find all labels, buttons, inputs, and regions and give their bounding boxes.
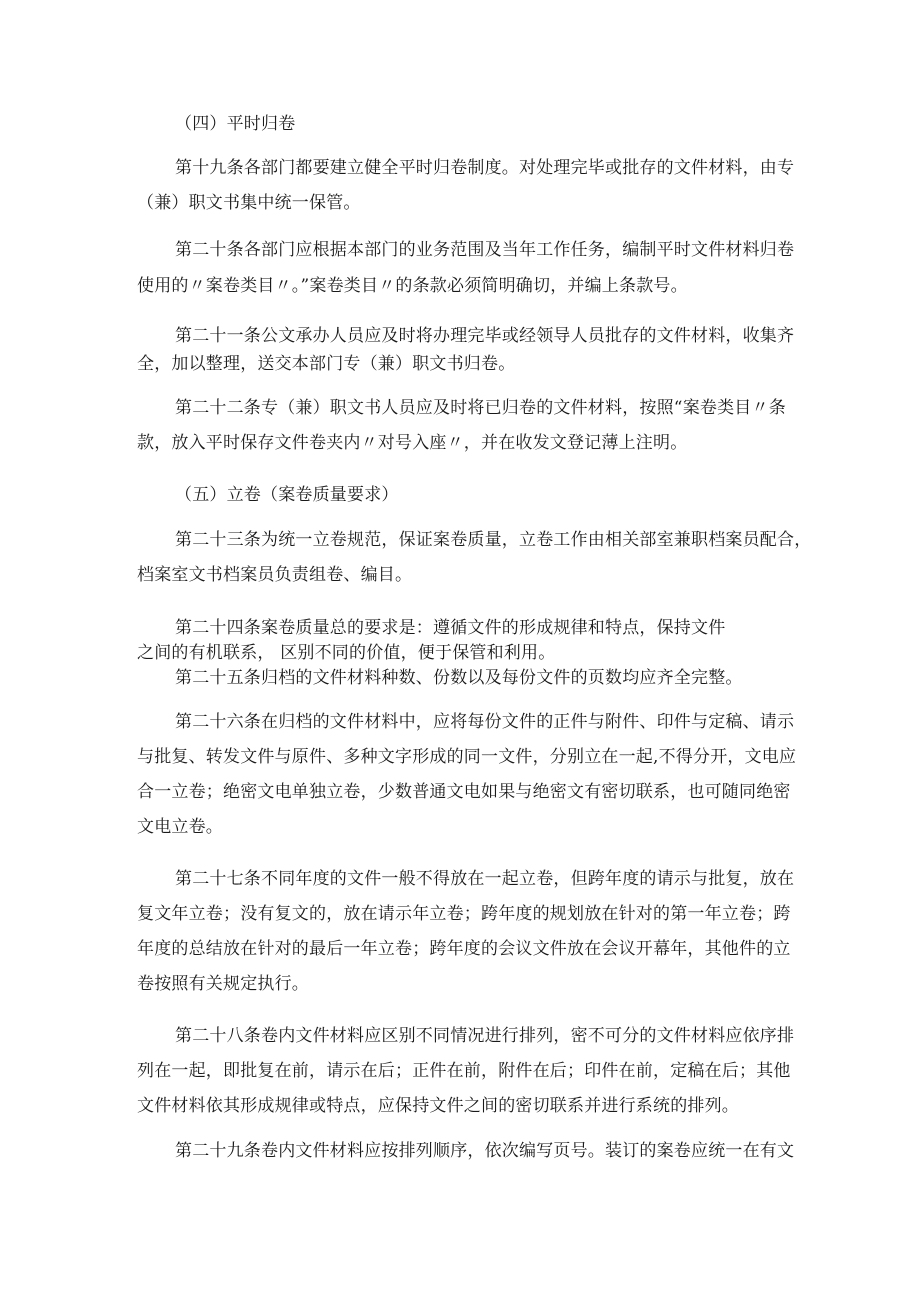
article-27-line-2: 复文年立卷；没有复文的，放在请示年立卷；跨年度的规划放在针对的第一年立卷；跨 <box>137 904 791 924</box>
article-26-line-4: 文电立卷。 <box>137 817 223 837</box>
article-27-line-4: 卷按照有关规定执行。 <box>137 974 309 994</box>
article-20-line-2: 使用的〃案卷类目〃。”案卷类目〃的条款必须简明确切，并编上条款号。 <box>137 276 688 296</box>
article-27-line-1: 第二十七条不同年度的文件一般不得放在一起立卷，但跨年度的请示与批复，放在 <box>175 869 795 889</box>
article-28-line-3: 文件材料依其形成规律或特点，应保持文件之间的密切联系并进行系统的排列。 <box>137 1096 739 1116</box>
article-25-line-1: 第二十五条归档的文件材料种数、份数以及每份文件的页数均应齐全完整。 <box>175 668 743 688</box>
article-23-line-2: 档案室文书档案员负责组卷、编目。 <box>137 565 413 585</box>
article-26-line-1: 第二十六条在归档的文件材料中，应将每份文件的正件与附件、印件与定稿、请示 <box>175 712 795 732</box>
article-24-line-1: 第二十四条案卷质量总的要求是：遵循文件的形成规律和特点，保持文件 <box>175 618 726 638</box>
article-28-line-2: 列在一起，即批复在前，请示在后；正件在前，附件在后；印件在前，定稿在后；其他 <box>137 1061 791 1081</box>
article-22-line-1: 第二十二条专（兼）职文书人员应及时将已归卷的文件材料，按照“案卷类目〃条 <box>175 398 786 418</box>
article-23-line-1: 第二十三条为统一立卷规范，保证案卷质量，立卷工作由相关部室兼职档案员配合， <box>175 530 812 550</box>
article-21-line-1: 第二十一条公文承办人员应及时将办理完毕或经领导人员批存的文件材料，收集齐 <box>175 326 795 346</box>
article-27-line-3: 年度的总结放在针对的最后一年立卷；跨年度的会议文件放在会议开幕年，其他件的立 <box>137 939 791 959</box>
article-29-line-1: 第二十九条卷内文件材料应按排列顺序，依次编写页号。装订的案卷应统一在有文 <box>175 1141 795 1161</box>
article-24-line-2: 之间的有机联系， 区别不同的价值，便于保管和利用。 <box>137 643 556 663</box>
section-heading-5: （五）立卷（案卷质量要求） <box>175 485 399 505</box>
article-28-line-1: 第二十八条卷内文件材料应区别不同情况进行排列，密不可分的文件材料应依序排 <box>175 1026 795 1046</box>
article-26-line-3: 合一立卷；绝密文电单独立卷，少数普通文电如果与绝密文有密切联系，也可随同绝密 <box>137 782 791 802</box>
article-26-line-2: 与批复、转发文件与原件、多种文字形成的同一文件，分别立在一起,不得分开，文电应 <box>137 747 797 767</box>
article-21-line-2: 全，加以整理，送交本部门专（兼）职文书归卷。 <box>137 354 516 374</box>
article-19-line-2: （兼）职文书集中统一保管。 <box>137 193 361 213</box>
article-22-line-2: 款，放入平时保存文件卷夹内〃对号入座〃，并在收发文登记薄上注明。 <box>137 433 688 453</box>
article-19-line-1: 第十九条各部门都要建立健全平时归卷制度。对处理完毕或批存的文件材料，由专 <box>175 158 795 178</box>
article-20-line-1: 第二十条各部门应根据本部门的业务范围及当年工作任务，编制平时文件材料归卷 <box>175 240 795 260</box>
section-heading-4: （四）平时归卷 <box>175 114 296 134</box>
